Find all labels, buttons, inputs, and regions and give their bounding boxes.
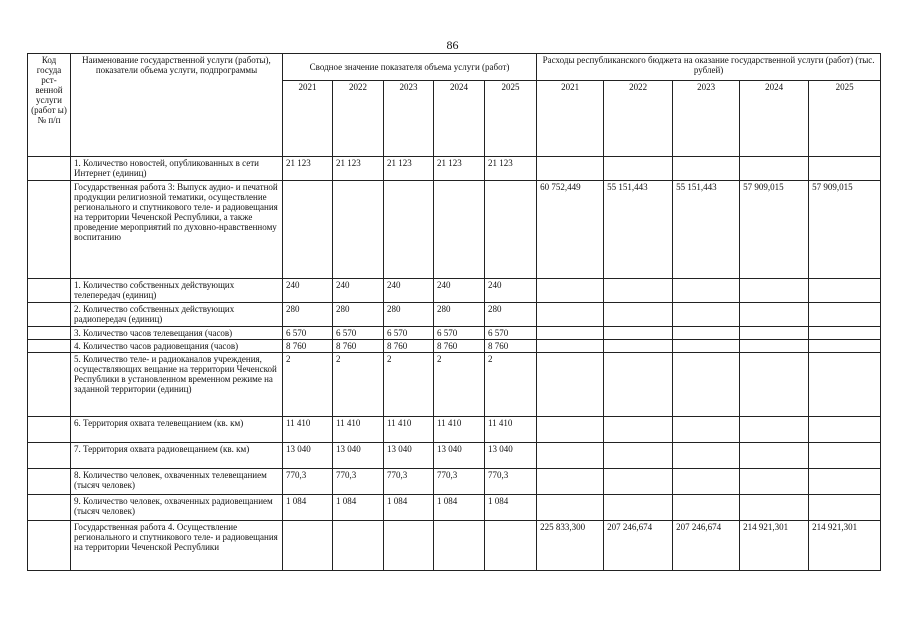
cell-volume: 240 (283, 279, 333, 303)
cell-volume: 8 760 (283, 340, 333, 353)
cell-volume: 11 410 (384, 417, 434, 443)
cell-expense (604, 279, 673, 303)
cell-expense (740, 469, 809, 495)
cell-volume: 770,3 (485, 469, 537, 495)
cell-expense: 60 752,449 (537, 181, 604, 279)
cell-expense (604, 327, 673, 340)
cell-expense (673, 469, 740, 495)
cell-volume: 11 410 (485, 417, 537, 443)
cell-volume: 240 (485, 279, 537, 303)
header-expense-year: 2025 (809, 81, 881, 157)
cell-expense (537, 495, 604, 521)
cell-volume (384, 521, 434, 571)
cell-volume: 21 123 (283, 157, 333, 181)
cell-volume: 280 (485, 303, 537, 327)
cell-name: 1. Количество собственных действующих телепередач (единиц) (71, 279, 283, 303)
cell-expense (809, 279, 881, 303)
cell-expense (740, 327, 809, 340)
cell-volume: 8 760 (384, 340, 434, 353)
cell-volume: 11 410 (434, 417, 485, 443)
cell-code (28, 303, 71, 327)
cell-volume: 1 084 (384, 495, 434, 521)
header-volume-year: 2024 (434, 81, 485, 157)
cell-volume: 1 084 (283, 495, 333, 521)
cell-expense (604, 469, 673, 495)
cell-expense (537, 340, 604, 353)
cell-code (28, 353, 71, 417)
cell-volume (485, 521, 537, 571)
cell-volume: 240 (434, 279, 485, 303)
page-number: 86 (446, 38, 459, 52)
cell-volume (333, 521, 384, 571)
cell-expense (809, 303, 881, 327)
cell-code (28, 340, 71, 353)
cell-expense (537, 353, 604, 417)
cell-name: 6. Территория охвата телевещанием (кв. км) (71, 417, 283, 443)
cell-expense (673, 417, 740, 443)
cell-expense (809, 443, 881, 469)
cell-expense: 207 246,674 (673, 521, 740, 571)
cell-volume: 8 760 (333, 340, 384, 353)
cell-expense (673, 279, 740, 303)
cell-volume: 21 123 (434, 157, 485, 181)
cell-expense (673, 353, 740, 417)
cell-expense (537, 417, 604, 443)
cell-expense (537, 443, 604, 469)
cell-expense (740, 417, 809, 443)
cell-expense (809, 469, 881, 495)
cell-expense (673, 443, 740, 469)
header-expense-group: Расходы республиканского бюджета на оказание государственной услуги (работ) (тыс. рублей) (537, 54, 881, 81)
cell-volume: 13 040 (283, 443, 333, 469)
cell-expense (740, 157, 809, 181)
cell-expense (740, 340, 809, 353)
cell-volume: 21 123 (485, 157, 537, 181)
cell-volume: 21 123 (384, 157, 434, 181)
cell-volume: 240 (333, 279, 384, 303)
cell-expense (537, 303, 604, 327)
cell-volume: 13 040 (485, 443, 537, 469)
cell-volume: 770,3 (283, 469, 333, 495)
cell-volume: 770,3 (434, 469, 485, 495)
header-volume-group: Сводное значение показателя объема услуги (работ) (283, 54, 537, 81)
cell-expense (604, 495, 673, 521)
cell-volume: 13 040 (384, 443, 434, 469)
cell-code (28, 443, 71, 469)
cell-expense (604, 353, 673, 417)
cell-volume: 770,3 (333, 469, 384, 495)
cell-expense (809, 353, 881, 417)
cell-volume (333, 181, 384, 279)
cell-volume: 11 410 (333, 417, 384, 443)
cell-code (28, 521, 71, 571)
table-row (28, 469, 881, 495)
cell-volume: 280 (333, 303, 384, 327)
cell-volume: 11 410 (283, 417, 333, 443)
cell-volume: 770,3 (384, 469, 434, 495)
table-row (28, 417, 881, 443)
cell-volume (434, 521, 485, 571)
header-expense-year: 2024 (740, 81, 809, 157)
table-row (28, 495, 881, 521)
cell-expense (740, 279, 809, 303)
cell-expense: 225 833,300 (537, 521, 604, 571)
cell-name: 1. Количество новостей, опубликованных в сети Интернет (единиц) (71, 157, 283, 181)
cell-volume: 280 (283, 303, 333, 327)
cell-expense (673, 495, 740, 521)
cell-volume: 1 084 (333, 495, 384, 521)
cell-expense (673, 340, 740, 353)
cell-expense (740, 443, 809, 469)
cell-expense (809, 157, 881, 181)
cell-expense (604, 417, 673, 443)
cell-name: Государственная работа 3: Выпуск аудио- и печатной продукции религиозной тематики, осуществление регионального и спутникового теле- и радиовещания на территории Чеченской Республики, а также проведение мероприятий по духовно-нравственному воспитанию (71, 181, 283, 279)
cell-expense: 214 921,301 (809, 521, 881, 571)
table-row (28, 303, 881, 327)
cell-expense: 214 921,301 (740, 521, 809, 571)
cell-expense (673, 327, 740, 340)
cell-volume: 6 570 (283, 327, 333, 340)
cell-volume (384, 181, 434, 279)
cell-expense: 207 246,674 (604, 521, 673, 571)
cell-code (28, 495, 71, 521)
cell-expense: 55 151,443 (604, 181, 673, 279)
cell-code (28, 469, 71, 495)
cell-name: Государственная работа 4. Осуществление регионального и спутникового теле- и радиовещания на территории Чеченской Республики (71, 521, 283, 571)
cell-volume: 6 570 (384, 327, 434, 340)
cell-expense (537, 279, 604, 303)
cell-expense: 55 151,443 (673, 181, 740, 279)
table-row (28, 353, 881, 417)
cell-expense (809, 417, 881, 443)
cell-expense (537, 157, 604, 181)
header-expense-year: 2022 (604, 81, 673, 157)
cell-code (28, 181, 71, 279)
header-expense-year: 2021 (537, 81, 604, 157)
table-row (28, 340, 881, 353)
table-row (28, 181, 881, 279)
cell-volume (485, 181, 537, 279)
cell-code (28, 417, 71, 443)
header-volume-year: 2025 (485, 81, 537, 157)
header-name: Наименование государственной услуги (работы), показатели объема услуги, подпрограммы (71, 54, 283, 157)
cell-expense (537, 327, 604, 340)
cell-volume: 8 760 (485, 340, 537, 353)
cell-name: 3. Количество часов телевещания (часов) (71, 327, 283, 340)
cell-volume: 2 (384, 353, 434, 417)
cell-name: 4. Количество часов радиовещания (часов) (71, 340, 283, 353)
cell-expense (809, 327, 881, 340)
cell-expense (809, 340, 881, 353)
cell-name: 2. Количество собственных действующих радиопередач (единиц) (71, 303, 283, 327)
cell-volume: 2 (434, 353, 485, 417)
header-volume-year: 2023 (384, 81, 434, 157)
cell-volume: 1 084 (434, 495, 485, 521)
header-volume-year: 2022 (333, 81, 384, 157)
cell-expense (537, 469, 604, 495)
cell-expense (604, 340, 673, 353)
cell-volume: 1 084 (485, 495, 537, 521)
cell-volume: 2 (333, 353, 384, 417)
cell-volume: 2 (283, 353, 333, 417)
table-row (28, 157, 881, 181)
cell-name: 7. Территория охвата радиовещанием (кв. км) (71, 443, 283, 469)
cell-volume: 6 570 (434, 327, 485, 340)
table-row (28, 443, 881, 469)
cell-expense (604, 157, 673, 181)
cell-code (28, 157, 71, 181)
budget-table (27, 53, 881, 571)
cell-volume: 8 760 (434, 340, 485, 353)
table-row (28, 327, 881, 340)
header-code: Код госуда рст- венной услуги (работ ы) № п/п (28, 54, 71, 157)
cell-volume: 280 (384, 303, 434, 327)
cell-volume: 2 (485, 353, 537, 417)
cell-expense (740, 353, 809, 417)
cell-expense (604, 443, 673, 469)
cell-volume: 240 (384, 279, 434, 303)
cell-expense (809, 495, 881, 521)
cell-name: 8. Количество человек, охваченных телевещанием (тысяч человек) (71, 469, 283, 495)
header-expense-year: 2023 (673, 81, 740, 157)
cell-expense (673, 303, 740, 327)
header-volume-year: 2021 (283, 81, 333, 157)
cell-code (28, 327, 71, 340)
cell-expense: 57 909,015 (809, 181, 881, 279)
cell-name: 5. Количество теле- и радиоканалов учреждения, осуществляющих вещание на территории Чеченской Республики в установленном временном режиме на заданной территории (единиц) (71, 353, 283, 417)
cell-volume: 6 570 (333, 327, 384, 340)
cell-expense (740, 495, 809, 521)
cell-volume (283, 181, 333, 279)
table-row (28, 521, 881, 571)
cell-volume (283, 521, 333, 571)
cell-expense (740, 303, 809, 327)
cell-volume: 13 040 (333, 443, 384, 469)
cell-volume (434, 181, 485, 279)
cell-expense (604, 303, 673, 327)
cell-volume: 280 (434, 303, 485, 327)
cell-name: 9. Количество человек, охваченных радиовещанием (тысяч человек) (71, 495, 283, 521)
table-row (28, 279, 881, 303)
cell-volume: 6 570 (485, 327, 537, 340)
cell-volume: 21 123 (333, 157, 384, 181)
cell-expense (673, 157, 740, 181)
cell-code (28, 279, 71, 303)
cell-expense: 57 909,015 (740, 181, 809, 279)
cell-volume: 13 040 (434, 443, 485, 469)
